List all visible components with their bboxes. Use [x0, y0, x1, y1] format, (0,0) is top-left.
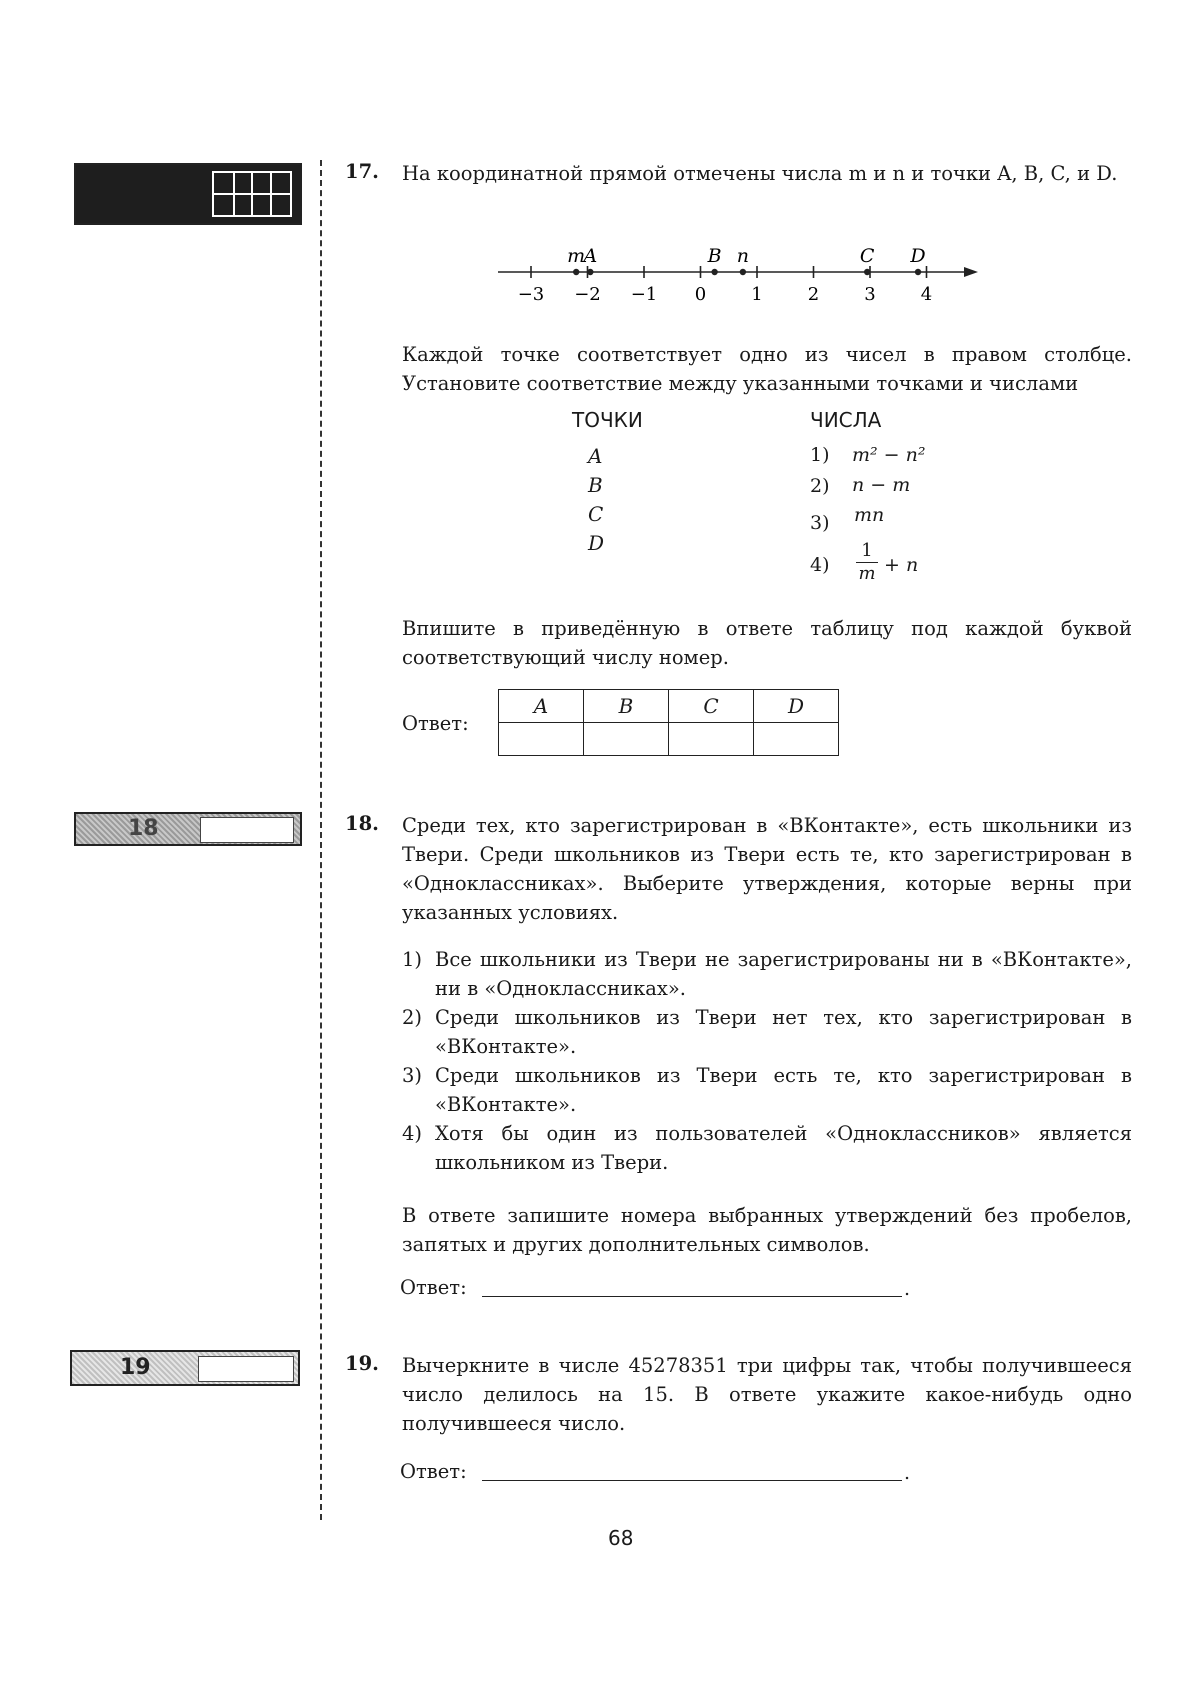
point-label: D: [588, 531, 605, 555]
task17-number: 17.: [345, 160, 379, 183]
task19-answer-label: Ответ:: [400, 1460, 467, 1483]
axis-tick-label: 2: [807, 284, 820, 305]
item-text: Все школьники из Твери не зарегистрированы ни в «ВКонтакте», ни в «Одноклассниках».: [435, 948, 1132, 1000]
axis-tick-label: 4: [920, 284, 933, 305]
task17-margin-grid: [212, 171, 292, 217]
task18-margin-box: [74, 812, 302, 846]
point-label: B: [588, 473, 603, 497]
task19-number: 19.: [345, 1352, 379, 1375]
option-number: 1): [810, 444, 830, 466]
option-number: 4): [810, 554, 830, 576]
point-marker-n: [740, 269, 746, 275]
task18-text: Среди тех, кто зарегистрирован в «ВКонтакте», есть школьники из Твери. Среди школьников из Твери есть те, кто зарегистрирован в «Одноклассниках». Выберите утверждения, которые верны при указанных условиях.: [402, 814, 1132, 924]
item-text: Среди школьников из Твери нет тех, кто зарегистрирован в «ВКонтакте».: [435, 1006, 1132, 1058]
list-item: [402, 1061, 1132, 1119]
item-number: 3): [402, 1064, 423, 1087]
answer-col-header: C: [669, 690, 754, 723]
option-expression: n − m: [852, 474, 911, 496]
number-line-arrow: [964, 267, 978, 277]
option-expression: mn: [854, 504, 885, 526]
option-expression: m² − n²: [852, 444, 926, 466]
option-number: 2): [810, 475, 830, 497]
answer-col-header: A: [499, 690, 584, 723]
task18-answer-cell[interactable]: [200, 817, 294, 843]
item-number: 1): [402, 948, 423, 971]
point-label: C: [588, 502, 604, 526]
task17-answer-instruction: Впишите в приведённую в ответе таблицу под каждой буквой соответствующий числу номер.: [402, 617, 1132, 669]
task18-margin-number: 18: [128, 816, 159, 841]
axis-tick-label: 3: [864, 284, 876, 305]
numbers-header: ЧИСЛА: [810, 408, 882, 432]
task19-margin-number: 19: [120, 1355, 151, 1380]
number-line: [490, 240, 990, 310]
point-label-A: A: [583, 245, 598, 267]
option-number: 3): [810, 512, 830, 534]
point-marker-C: [864, 269, 870, 275]
answer-cell[interactable]: [754, 723, 839, 756]
fraction: [856, 540, 878, 585]
answer-col-header: D: [754, 690, 839, 723]
point-marker-D: [915, 269, 921, 275]
task18-answer-label: Ответ:: [400, 1276, 467, 1299]
point-label: A: [588, 444, 603, 468]
axis-tick-label: 1: [751, 284, 763, 305]
task17-intro: На координатной прямой отмечены числа m и n и точки A, B, C, и D.: [402, 162, 1118, 185]
task19-answer-line[interactable]: [482, 1480, 902, 1481]
answer-cell[interactable]: [584, 723, 669, 756]
point-marker-A: [587, 269, 593, 275]
task17-margin-box: [74, 163, 302, 225]
axis-tick-label: −3: [517, 284, 545, 305]
task19-answer-dot: .: [904, 1462, 911, 1484]
task19-text: Вычеркните в числе 45278351 три цифры так, чтобы получившееся число делилось на 15. В ответе укажите какое-нибудь одно получившееся число.: [402, 1354, 1132, 1435]
item-text: Хотя бы один из пользователей «Одноклассников» является школьником из Твери.: [435, 1122, 1132, 1174]
option-expression-tail: + n: [884, 554, 919, 576]
item-text: Среди школьников из Твери есть те, кто зарегистрирован в «ВКонтакте».: [435, 1064, 1132, 1116]
list-item: [402, 945, 1132, 1003]
list-item: [402, 1003, 1132, 1061]
axis-tick-label: −1: [630, 284, 658, 305]
list-item: [402, 1119, 1132, 1177]
task19-margin-box: [70, 1350, 300, 1386]
answer-cell[interactable]: [669, 723, 754, 756]
point-label-B: B: [707, 245, 722, 267]
answer-col-header: B: [584, 690, 669, 723]
point-marker-B: [711, 269, 717, 275]
item-number: 4): [402, 1122, 423, 1145]
point-label-D: D: [910, 245, 926, 267]
point-label-n: n: [736, 245, 749, 267]
axis-tick-label: 0: [694, 284, 707, 305]
page-number: 68: [608, 1526, 634, 1550]
item-number: 2): [402, 1006, 423, 1029]
point-marker-m: [573, 269, 579, 275]
axis-tick-label: −2: [574, 284, 601, 305]
task17-answer-table: [498, 689, 839, 756]
task17-answer-label: Ответ:: [402, 712, 469, 735]
points-header: ТОЧКИ: [572, 408, 643, 432]
cut-line: [320, 160, 322, 1520]
task18-answer-line[interactable]: [482, 1296, 902, 1297]
task18-answer-dot: .: [904, 1278, 911, 1300]
task17-instruction: Каждой точке соответствует одно из чисел в правом столбце. Установите соответствие между указанными точками и числами: [402, 343, 1132, 395]
point-label-C: C: [859, 245, 875, 267]
task18-number: 18.: [345, 812, 379, 835]
answer-cell[interactable]: [499, 723, 584, 756]
fraction-numerator: 1: [856, 540, 878, 563]
task19-answer-cell[interactable]: [198, 1356, 294, 1382]
task18-items: [402, 945, 1132, 1177]
fraction-denominator: m: [858, 563, 876, 584]
task18-answer-instruction: В ответе запишите номера выбранных утверждений без пробелов, запятых и других дополнительных символов.: [402, 1204, 1132, 1256]
point-label-m: m: [567, 245, 586, 267]
